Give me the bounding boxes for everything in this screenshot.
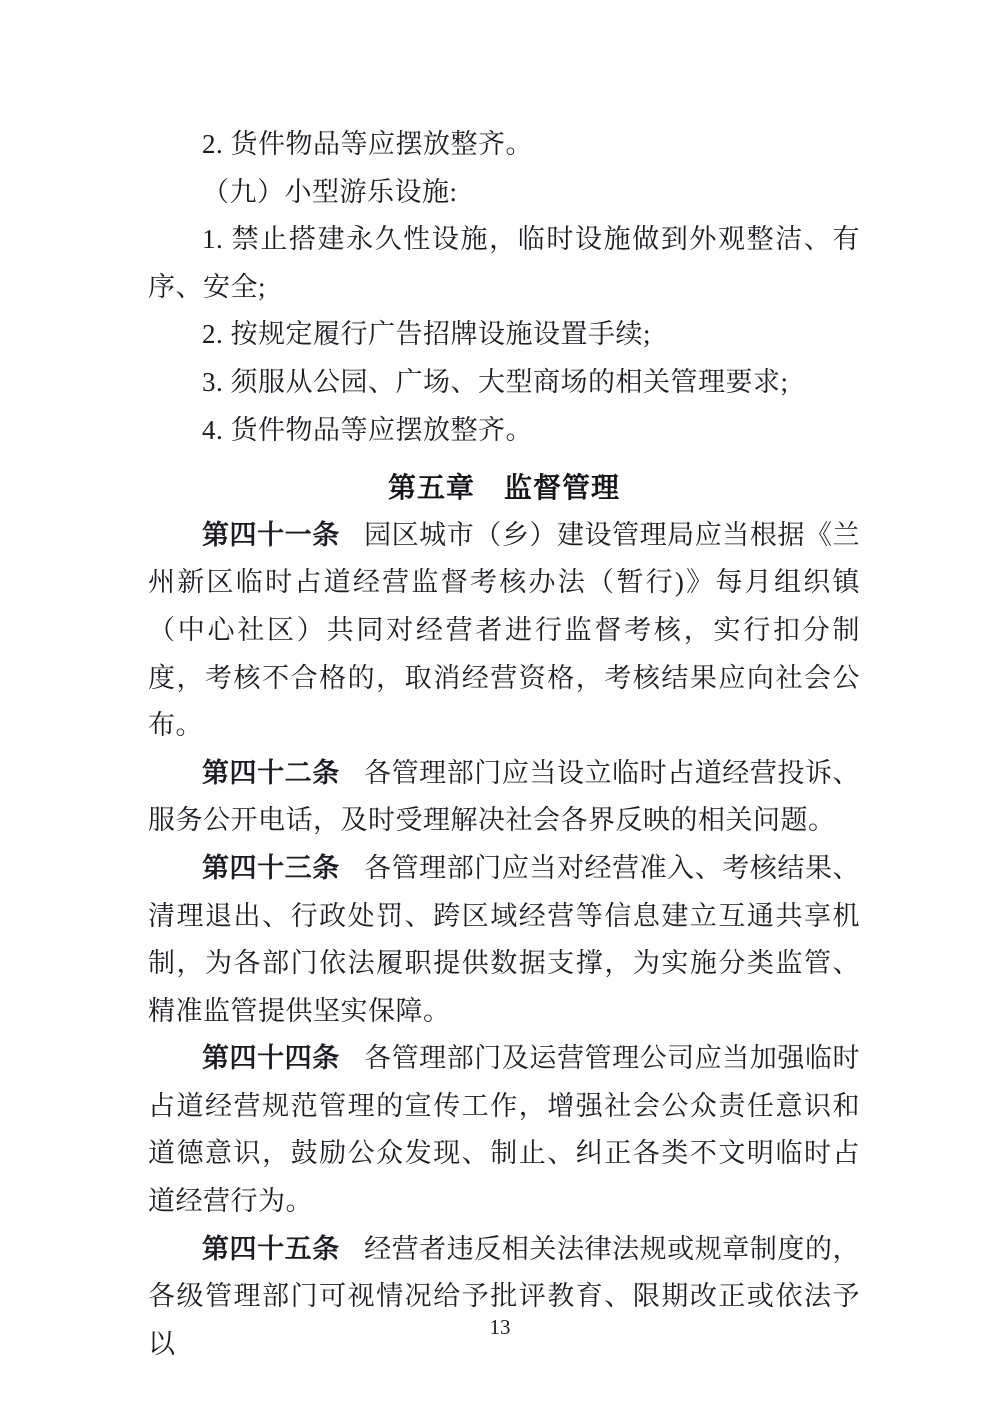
page-number: 13 xyxy=(489,1315,511,1339)
article-43-text: 各管理部门应当对经营准入、考核结果、清理退出、行政处罚、跨区域经营等信息建立互通共享机制，为各部门依法履职提供数据支撑，为实施分类监管、精准监管提供坚实保障。 xyxy=(148,852,861,1026)
article-45-number: 第四十五条 xyxy=(202,1233,340,1264)
article-43 xyxy=(148,845,860,1035)
article-42-number: 第四十二条 xyxy=(202,757,340,788)
article-41-text: 园区城市（乡）建设管理局应当根据《兰州新区临时占道经营监督考核办法（暂行)》每月组织镇（中心社区）共同对经营者进行监督考核，实行扣分制度，考核不合格的，取消经营资格，考核结果应向社会公布。 xyxy=(148,519,861,741)
document-body xyxy=(148,121,860,1368)
list-item-signage-procedures: 2. 按规定履行广告招牌设施设置手续; xyxy=(202,319,652,350)
article-44-number: 第四十四条 xyxy=(202,1043,340,1074)
article-45 xyxy=(148,1226,860,1369)
article-41-number: 第四十一条 xyxy=(202,519,340,550)
article-44 xyxy=(148,1035,860,1225)
article-44-text: 各管理部门及运营管理公司应当加强临时占道经营规范管理的宣传工作，增强社会公众责任意识和道德意识，鼓励公众发现、制止、纠正各类不文明临时占道经营行为。 xyxy=(148,1043,861,1217)
article-42 xyxy=(148,750,860,845)
article-43-number: 第四十三条 xyxy=(202,852,340,883)
list-item-goods-tidy: 2. 货件物品等应摆放整齐。 xyxy=(202,129,533,159)
article-45-text: 经营者违反相关法律法规或规章制度的，各级管理部门可视情况给予批评教育、限期改正或依法予以 xyxy=(148,1233,861,1359)
list-item-obey-management: 3. 须服从公园、广场、大型商场的相关管理要求; xyxy=(202,366,789,397)
list-item-section-nine: （九）小型游乐设施: xyxy=(202,176,458,207)
chapter-heading: 第五章 监督管理 xyxy=(387,472,620,504)
article-42-text: 各管理部门应当设立临时占道经营投诉、服务公开电话，及时受理解决社会各界反映的相关问题。 xyxy=(148,757,861,836)
list-item-no-permanent-facilities: 1. 禁止搭建永久性设施，临时设施做到外观整洁、有序、安全; xyxy=(148,224,860,302)
list-item-goods-tidy-2: 4. 货件物品等应摆放整齐。 xyxy=(202,414,533,445)
article-41 xyxy=(148,512,860,750)
